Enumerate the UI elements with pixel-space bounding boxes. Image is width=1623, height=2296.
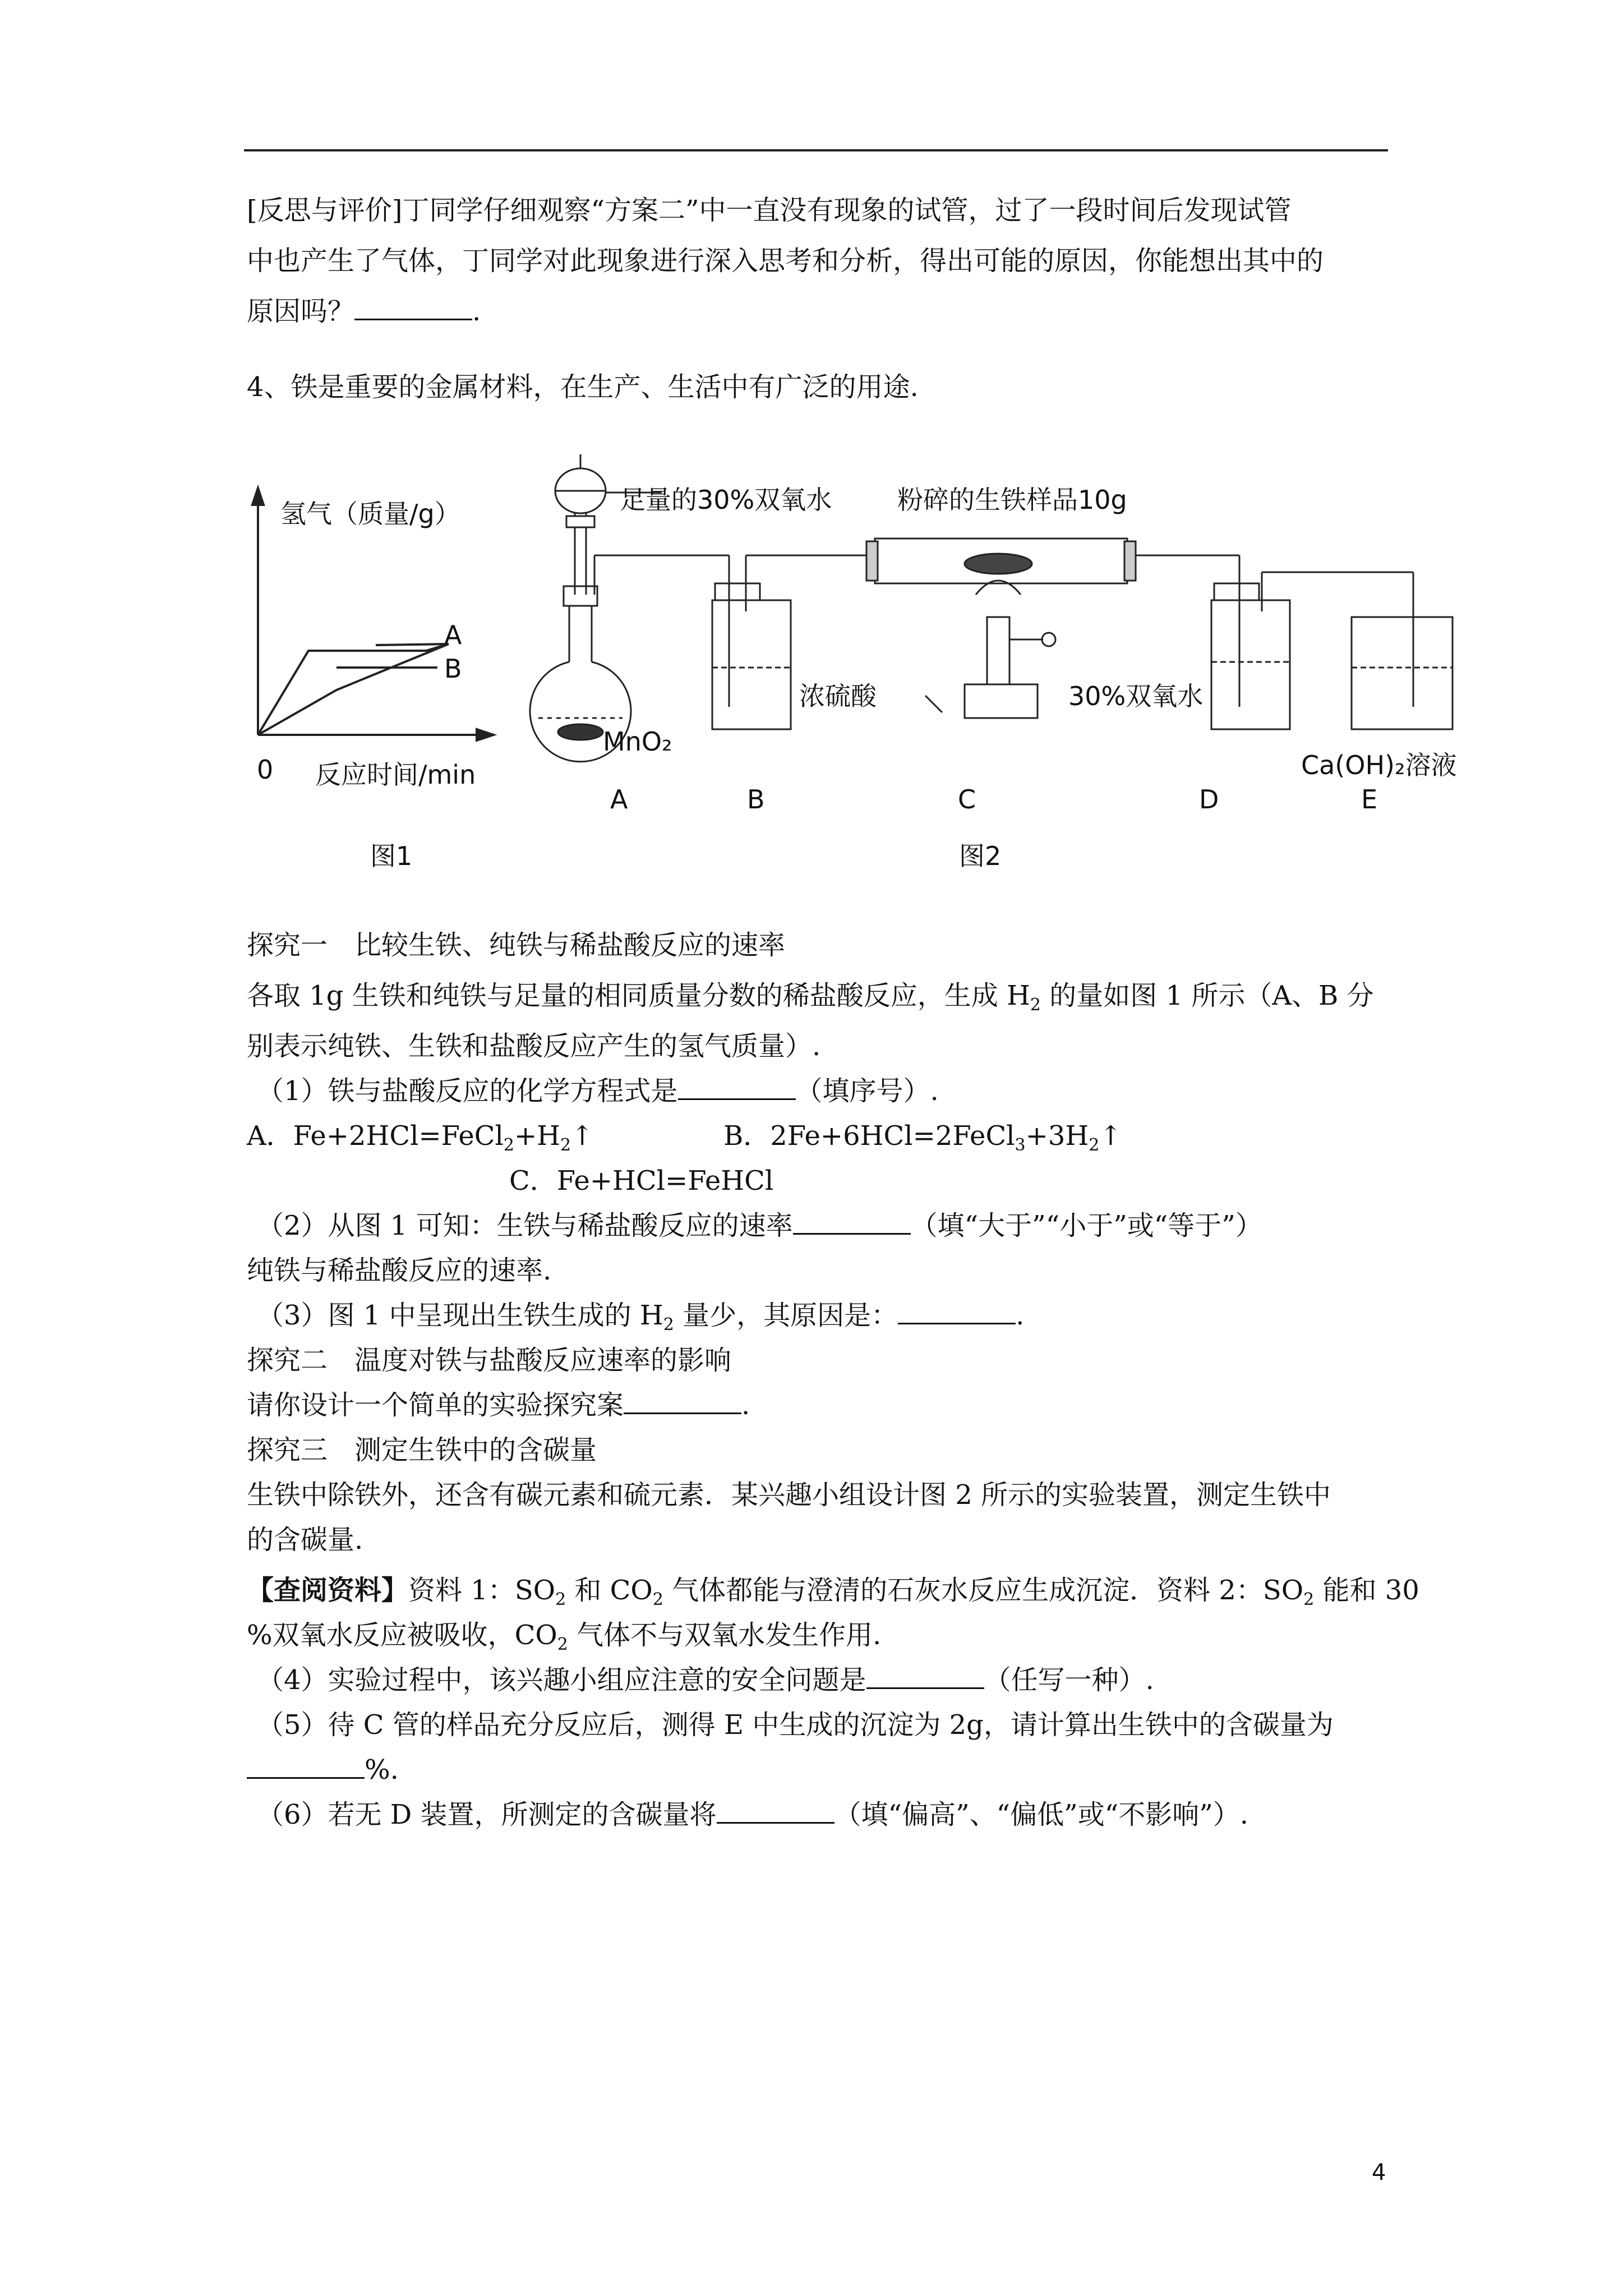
answer-blank[interactable] xyxy=(866,1665,984,1689)
answer-blank[interactable] xyxy=(717,1800,834,1824)
question-6: （6）若无 D 装置，所测定的含碳量将 （填“偏高”、“偏低”或“不影响”）. xyxy=(257,1799,1249,1830)
fig1-series-b-label: B xyxy=(444,654,462,684)
question-4-title: 4、铁是重要的金属材料，在生产、生活中有广泛的用途. xyxy=(247,371,919,403)
fig2-letter-a: A xyxy=(610,784,628,815)
question-5-cont: %. xyxy=(247,1753,399,1787)
fig2-label-h2o2: 足量的30%双氧水 xyxy=(620,485,832,515)
reference-line-2: %双氧水反应被吸收，$CO_2$ 气体不与双氧水发生作用. xyxy=(247,1619,882,1654)
fig2-label-h2so4: 浓硫酸 xyxy=(799,681,877,711)
option-a: A．$Fe+2HCl=FeCl_2+H_2↑$ xyxy=(247,1120,594,1155)
answer-blank[interactable] xyxy=(898,1300,1016,1324)
header-rule xyxy=(244,149,1388,151)
fig1-series-a-label: A xyxy=(444,620,462,650)
explore3-desc-1: 生铁中除铁外，还含有碳元素和硫元素．某兴趣小组设计图 2 所示的实验装置，测定生铁中 xyxy=(247,1479,1331,1511)
answer-blank[interactable] xyxy=(678,1076,796,1100)
question-4: （4）实验过程中，该兴趣小组应注意的安全问题是 （任写一种）. xyxy=(257,1664,1154,1696)
option-c: C．Fe+HCl=FeHCl xyxy=(509,1165,774,1197)
answer-blank[interactable] xyxy=(247,1755,365,1779)
fig2-label-sample: 粉碎的生铁样品10g xyxy=(897,485,1127,515)
fig2-label-caoh: Ca(OH)₂溶液 xyxy=(1301,750,1457,780)
answer-blank[interactable] xyxy=(793,1211,911,1235)
explore1-desc-2: 别表示纯铁、生铁和盐酸反应产生的氢气质量）. xyxy=(247,1030,821,1062)
answer-blank[interactable] xyxy=(624,1390,741,1414)
explore1-desc-1: 各取 1g 生铁和纯铁与足量的相同质量分数的稀盐酸反应，生成 $H_2$ 的量如图 1 所示（A、B 分 xyxy=(247,980,1374,1015)
explore2-ask: 请你设计一个简单的实验探究案 . xyxy=(247,1389,750,1421)
question-3: （3）图 1 中呈现出生铁生成的 $H_2$ 量少，其原因是： . xyxy=(257,1300,1025,1335)
explore3-desc-2: 的含碳量. xyxy=(247,1524,363,1556)
reflect-line-3: 原因吗？ . xyxy=(247,296,481,327)
question-2-cont: 纯铁与稀盐酸反应的速率. xyxy=(247,1255,552,1286)
reference-line-1: 【查阅资料】资料 1：$SO_2$ 和 $CO_2$ 气体都能与澄清的石灰水反应生成沉淀．资料 2：$SO_2$ 能和 30 xyxy=(247,1575,1419,1609)
fig2-label-mno2: MnO₂ xyxy=(603,726,672,757)
explore1-title: 探究一 比较生铁、纯铁与稀盐酸反应的速率 xyxy=(247,930,786,961)
answer-blank[interactable] xyxy=(354,296,472,320)
reflect-line-1: [反思与评价]丁同学仔细观察“方案二”中一直没有现象的试管，过了一段时间后发现试管 xyxy=(247,195,1292,226)
fig2-letter-c: C xyxy=(958,784,976,815)
page-number: 4 xyxy=(1372,2160,1386,2185)
question-1: （1）铁与盐酸反应的化学方程式是 （填序号）. xyxy=(257,1075,939,1107)
reflect-line-2: 中也产生了气体，丁同学对此现象进行深入思考和分析，得出可能的原因，你能想出其中的 xyxy=(247,245,1324,277)
fig2-letter-e: E xyxy=(1361,784,1378,815)
fig2-letter-b: B xyxy=(747,784,765,815)
fig1-x-arrow xyxy=(477,729,494,740)
fig1-y-arrow xyxy=(252,488,264,505)
option-b: B．$2Fe+6HCl=2FeCl_3+3H_2↑$ xyxy=(723,1120,1122,1155)
question-5: （5）待 C 管的样品充分反应后，测得 E 中生成的沉淀为 2g，请计算出生铁中的含碳量为 xyxy=(257,1709,1334,1741)
figure-area xyxy=(236,426,1469,875)
fig1-y-label: 氢气（质量/g） xyxy=(280,499,460,529)
fig1-caption: 图1 xyxy=(370,841,413,871)
explore2-title: 探究二 温度对铁与盐酸反应速率的影响 xyxy=(247,1345,732,1376)
fig1-origin-label: 0 xyxy=(257,754,274,785)
fig2-label-h2o2-d: 30%双氧水 xyxy=(1068,681,1204,711)
question-2: （2）从图 1 可知：生铁与稀盐酸反应的速率 （填“大于”“小于”或“等于”） xyxy=(257,1210,1262,1241)
fig1-x-label: 反应时间/min xyxy=(315,760,476,790)
fig1-curve-b xyxy=(258,644,449,735)
fig1-curve-a xyxy=(258,644,449,735)
fig2-caption: 图2 xyxy=(959,841,1002,871)
explore3-title: 探究三 测定生铁中的含碳量 xyxy=(247,1434,597,1466)
fig2-letter-d: D xyxy=(1199,784,1219,815)
